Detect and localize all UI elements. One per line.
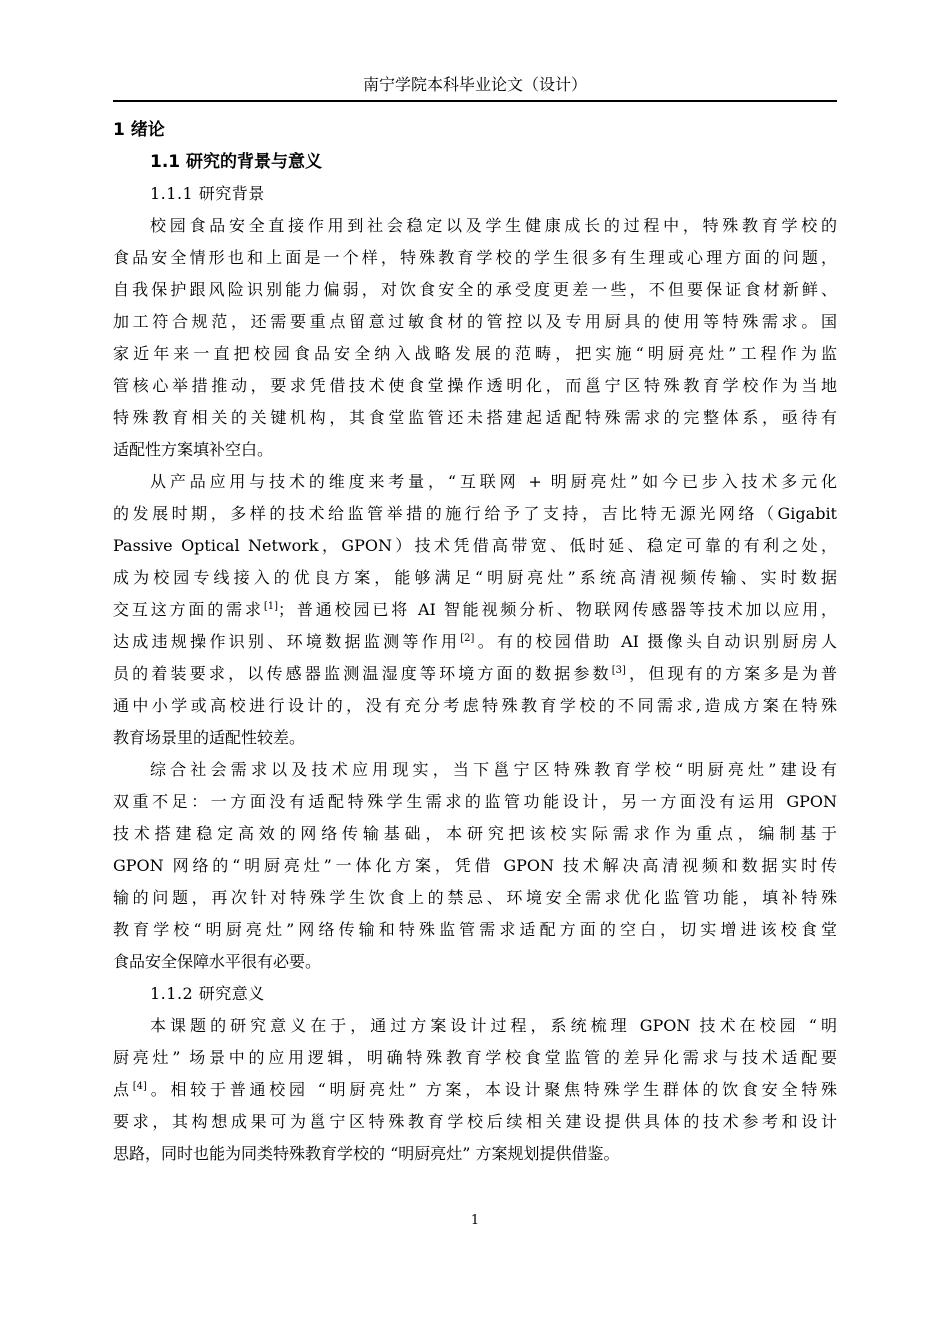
- text-line: [113, 658, 837, 690]
- text-line: 加工符合规范，还需要重点留意过敏食材的管控以及专用厨具的使用等特殊需求。国: [113, 312, 837, 331]
- text-line: GPON 网络的“明厨亮灶”一体化方案，凭借 GPON 技术解决高清视频和数据实时传: [113, 856, 837, 875]
- text-line: 家近年来一直把校园食品安全纳入战略发展的范畴，把实施“明厨亮灶”工程作为监: [113, 344, 837, 363]
- subsection-heading-significance: 1.1.2 研究意义: [150, 984, 265, 1003]
- text-line: 厨亮灶” 场景中的应用逻辑，明确特殊教育学校食堂监管的差异化需求与技术适配要: [113, 1048, 837, 1067]
- text-segment: 。相较于普通校园 “明厨亮灶” 方案，本设计聚焦特殊学生群体的饮食安全特殊: [146, 1080, 837, 1099]
- text-line: [113, 626, 837, 658]
- text-line: 适配性方案填补空白。: [113, 440, 274, 459]
- text-line: [113, 1074, 837, 1106]
- body-area: [113, 114, 837, 1170]
- subsection-heading-background: 1.1.1 研究背景: [150, 184, 265, 203]
- header-rule: [113, 100, 837, 102]
- text-segment: 点: [113, 1080, 133, 1099]
- running-header: 南宁学院本科毕业论文（设计）: [362, 75, 587, 94]
- text-segment: 达成违规操作识别、环境数据监测等作用: [113, 632, 461, 651]
- paragraph-background-2: [113, 466, 837, 754]
- text-line: 教育学校“明厨亮灶”网络传输和特殊监管需求适配方面的空白，切实增进该校食堂: [113, 920, 837, 939]
- text-segment: 。有的校园借助 AI 摄像头自动识别厨房人: [474, 632, 837, 651]
- text-line: 管核心举措推动，要求凭借技术使食堂操作透明化，而邕宁区特殊教育学校作为当地: [113, 376, 837, 395]
- text-line: 特殊教育相关的关键机构，其食堂监管还未搭建起适配特殊需求的完整体系，亟待有: [113, 408, 837, 427]
- text-line: 通中小学或高校进行设计的，没有充分考虑特殊教育学校的不同需求,造成方案在特殊: [113, 696, 837, 715]
- text-line: 要求，其构想成果可为邕宁区特殊教育学校后续相关建设提供具体的技术参考和设计: [113, 1112, 837, 1131]
- text-line: 食品安全保障水平很有必要。: [113, 952, 322, 971]
- text-line: 双重不足：一方面没有适配特殊学生需求的监管功能设计，另一方面没有运用 GPON: [113, 792, 837, 811]
- citation-1[interactable]: [1]: [263, 601, 279, 612]
- text-segment: 交互这方面的需求: [113, 600, 264, 619]
- chapter-heading: 1 绪论: [113, 120, 165, 140]
- section-heading: 1.1 研究的背景与意义: [150, 152, 323, 172]
- citation-3[interactable]: [3]: [611, 665, 626, 676]
- citation-2[interactable]: [2]: [460, 633, 475, 644]
- text-line: 自我保护跟风险识别能力偏弱，对饮食安全的承受度更差一些，不但要保证食材新鲜、: [113, 280, 837, 299]
- text-line: 食品安全情形也和上面是一个样，特殊教育学校的学生很多有生理或心理方面的问题，: [113, 248, 837, 267]
- text-line: Passive Optical Network，GPON）技术凭借高带宽、低时延、稳定可靠的有利之处，: [113, 536, 837, 555]
- text-line: 从产品应用与技术的维度来考量，“互联网 + 明厨亮灶”如今已步入技术多元化: [150, 472, 837, 491]
- text-line: 校园食品安全直接作用到社会稳定以及学生健康成长的过程中，特殊教育学校的: [150, 216, 837, 235]
- citation-4[interactable]: [4]: [132, 1081, 147, 1092]
- text-line: 综合社会需求以及技术应用现实，当下邕宁区特殊教育学校“明厨亮灶”建设有: [150, 760, 837, 779]
- text-line: 成为校园专线接入的优良方案，能够满足“明厨亮灶”系统高清视频传输、实时数据: [113, 568, 837, 587]
- text-line: 本课题的研究意义在于，通过方案设计过程，系统梳理 GPON 技术在校园 “明: [150, 1016, 837, 1035]
- text-segment: 员的着装要求，以传感器监测温湿度等环境方面的数据参数: [113, 664, 612, 683]
- text-line: 思路，同时也能为同类特殊教育学校的 “明厨亮灶” 方案规划提供借鉴。: [113, 1144, 620, 1163]
- text-line: 技术搭建稳定高效的网络传输基础，本研究把该校实际需求作为重点，编制基于: [113, 824, 837, 843]
- paragraph-background-1: [113, 210, 837, 466]
- text-line: 教育场景里的适配性较差。: [113, 728, 306, 747]
- text-segment: ；普通校园已将 AI 智能视频分析、物联网传感器等技术加以应用，: [278, 600, 837, 619]
- paragraph-background-3: [113, 754, 837, 978]
- text-line: [113, 594, 837, 626]
- text-line: 输的问题，再次针对特殊学生饮食上的禁忌、环境安全需求优化监管功能，填补特殊: [113, 888, 837, 907]
- paragraph-significance: [113, 1010, 837, 1170]
- text-segment: ，但现有的方案多是为普: [625, 664, 837, 683]
- text-line: 的发展时期，多样的技术给监管举措的施行给予了支持，吉比特无源光网络（Gigabit: [113, 504, 837, 523]
- page-number: 1: [470, 1213, 480, 1228]
